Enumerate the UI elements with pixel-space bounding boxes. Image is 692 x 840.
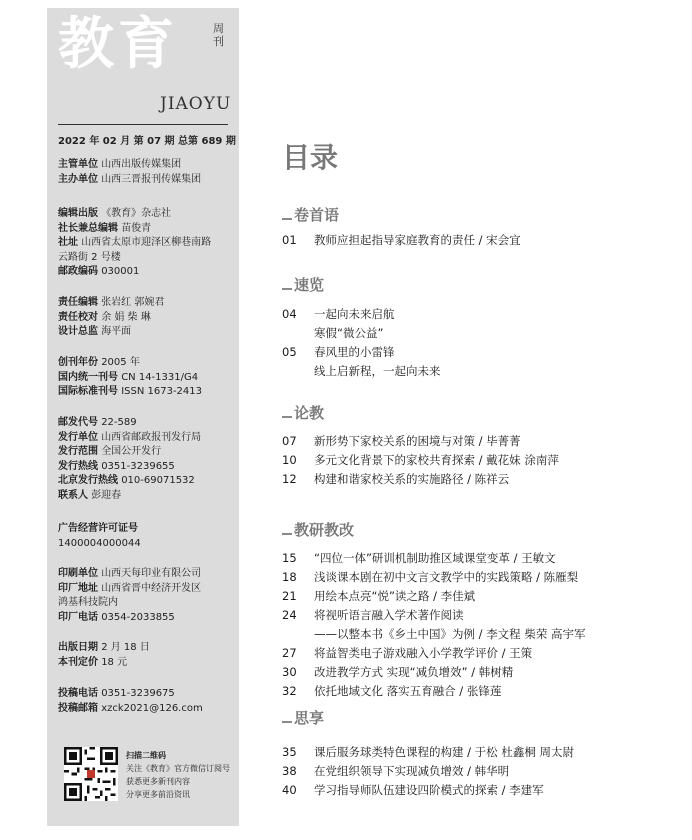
entry-title: 浅谈课本剧在初中文言文教学中的实践策略 / 陈雁梨: [314, 570, 579, 584]
info-row: [58, 656, 234, 671]
info-row: [58, 596, 234, 611]
info-label: 发行单位: [58, 431, 98, 443]
info-row: [58, 537, 234, 552]
entry-title: 新形势下家校关系的困境与对策 / 毕菁菁: [314, 434, 521, 448]
info-value: xzck2021@126.com: [101, 702, 203, 714]
info-label: 北京发行热线: [58, 475, 118, 486]
divider: [58, 124, 228, 125]
info-value: 山西省邮政报刊发行局: [101, 431, 202, 443]
info-value: 彭迎春: [91, 489, 122, 501]
section-name: 教研教改: [294, 521, 355, 539]
entry-page-number: 30: [282, 665, 297, 679]
toc-entry[interactable]: [282, 470, 682, 489]
info-value: 苗俊青: [121, 222, 152, 234]
entry-title: 课后服务球类特色课程的构建 / 于松 杜鑫桐 周太尉: [314, 745, 574, 759]
qr-code-icon: [64, 747, 118, 801]
info-label: 责任校对: [58, 311, 98, 323]
info-block: [58, 158, 234, 187]
info-label: 联系人: [58, 489, 88, 501]
toc-entry[interactable]: [282, 231, 682, 250]
info-label: 社长兼总编辑: [58, 222, 118, 234]
section-name: 卷首语: [294, 206, 340, 224]
info-value: 山西出版传媒集团: [101, 159, 182, 170]
toc-entry[interactable]: [282, 451, 682, 470]
info-row: [58, 641, 234, 656]
info-block: [58, 567, 234, 625]
info-value: 0351-3239675: [101, 688, 175, 699]
toc-entry[interactable]: [282, 587, 682, 606]
info-block: [58, 522, 234, 551]
info-row: [58, 371, 234, 386]
toc-entry-list: [282, 305, 682, 381]
toc-entry[interactable]: [282, 305, 682, 324]
entry-title: 构建和谐家校关系的实施路径 / 陈祥云: [314, 472, 510, 486]
info-row: [58, 445, 234, 460]
info-value: 2 月 18 日: [101, 642, 150, 653]
toc-entry[interactable]: [282, 432, 682, 451]
entry-title: “四位一体”研训机制助推区域课堂变革 / 王敏文: [314, 551, 556, 565]
entry-page-number: 24: [282, 608, 297, 622]
info-value: 全国公开发行: [101, 446, 162, 457]
info-label: 责任编辑: [58, 297, 98, 308]
entry-page-number: 38: [282, 764, 297, 778]
info-row: [58, 687, 234, 702]
toc-entry[interactable]: [282, 362, 682, 381]
qr-caption-line: 关注《教育》官方微信订阅号: [126, 764, 230, 773]
info-label: 印厂地址: [58, 582, 98, 594]
info-value: 余 娟 柴 琳: [101, 311, 151, 323]
info-label: 出版日期: [58, 642, 98, 653]
toc-entry[interactable]: [282, 663, 682, 682]
toc-entry-list: [282, 231, 682, 250]
info-value: 山西省太原市迎泽区柳巷南路: [81, 237, 212, 248]
info-row: [58, 158, 234, 173]
info-row: [58, 582, 234, 597]
entry-page-number: 01: [282, 233, 297, 247]
info-label: 发行范围: [58, 446, 98, 457]
section-marker: [282, 533, 292, 535]
info-row: [58, 460, 234, 475]
toc-entry[interactable]: [282, 606, 682, 625]
info-row: [58, 702, 234, 717]
info-label: 国际标准刊号: [58, 386, 118, 397]
info-label: 国内统一刊号: [58, 371, 118, 383]
entry-page-number: 35: [282, 745, 297, 759]
info-row: [58, 611, 234, 626]
info-label: 本刊定价: [58, 656, 98, 668]
section-name: 论教: [294, 404, 325, 422]
entry-title: 学习指导师队伍建设四阶模式的探索 / 李建军: [314, 783, 544, 797]
entry-title: 用绘本点亮“悦”读之路 / 李佳斌: [314, 589, 476, 603]
info-label: 主管单位: [58, 159, 98, 170]
info-label: 创刊年份: [58, 357, 98, 368]
toc-entry[interactable]: [282, 549, 682, 568]
entry-title: 寒假“微公益”: [314, 326, 384, 340]
info-row: [58, 522, 234, 537]
entry-title: 春风里的小雷锋: [314, 345, 395, 359]
info-value: 山西省晋中经济开发区: [101, 582, 202, 594]
toc-entry[interactable]: [282, 324, 682, 343]
info-row: [58, 207, 234, 222]
info-block: [58, 356, 234, 400]
info-value: 山西三晋报刊传媒集团: [101, 173, 202, 185]
toc-entry-list: [282, 743, 682, 800]
entry-page-number: 05: [282, 345, 297, 359]
toc-entry[interactable]: [282, 762, 682, 781]
info-row: [58, 173, 234, 188]
info-value: 010-69071532: [121, 475, 195, 486]
section-marker: [282, 288, 292, 290]
entry-title: 线上启新程，一起向未来: [314, 364, 441, 378]
entry-page-number: 10: [282, 453, 297, 467]
entry-title: 一起向未来启航: [314, 307, 395, 321]
info-row: [58, 222, 234, 237]
info-block: [58, 207, 234, 280]
toc-entry[interactable]: [282, 781, 682, 800]
toc-entry[interactable]: [282, 743, 682, 762]
qr-caption-line: 获悉更多新刊内容: [126, 777, 190, 786]
entry-title: 多元文化背景下的家校共育探索 / 戴花妹 涂南萍: [314, 453, 559, 467]
info-row: [58, 236, 234, 251]
info-value: 张岩红 郭婉君: [101, 297, 165, 308]
section-marker: [282, 218, 292, 220]
toc-entry[interactable]: [282, 343, 682, 362]
info-row: [58, 265, 234, 280]
info-row: [58, 296, 234, 311]
entry-page-number: 32: [282, 684, 297, 698]
toc-title: 目录: [282, 141, 339, 174]
info-row: [58, 325, 234, 340]
info-value: 山西天每印业有限公司: [101, 568, 202, 579]
info-row: [58, 431, 234, 446]
entry-page-number: 40: [282, 783, 297, 797]
entry-page-number: 27: [282, 646, 297, 660]
entry-title: 在党组织领导下实现减负增效 / 韩华明: [314, 764, 510, 778]
entry-page-number: 04: [282, 307, 297, 321]
info-value: 1400004000044: [58, 537, 141, 549]
toc-entry[interactable]: [282, 625, 682, 644]
info-label: 主办单位: [58, 173, 98, 185]
magazine-pinyin: JIAOYU: [160, 94, 232, 114]
entry-title: 依托地域文化 落实五育融合 / 张锋莲: [314, 684, 502, 698]
entry-title: 教师应担起指导家庭教育的责任 / 宋会宜: [314, 233, 521, 247]
entry-page-number: 18: [282, 570, 297, 584]
info-value: 0354-2033855: [101, 611, 175, 623]
magazine-title: 教育: [58, 11, 178, 77]
info-row: [58, 385, 234, 400]
qr-caption-line: 扫描二维码: [126, 751, 166, 760]
toc-entry-list: [282, 549, 682, 701]
entry-title: 将益智类电子游戏融入小学教学评价 / 王策: [314, 646, 533, 660]
entry-title: ——以整本书《乡土中国》为例 / 李文程 柴荣 高宇军: [314, 627, 586, 641]
info-label: 投稿电话: [58, 688, 98, 699]
toc-entry-list: [282, 432, 682, 489]
section-name: 速览: [294, 276, 325, 294]
info-label: 设计总监: [58, 326, 98, 337]
info-value: 030001: [101, 266, 140, 277]
section-name: 思享: [294, 709, 325, 727]
info-value: 18 元: [101, 656, 128, 668]
info-value: ISSN 1673-2413: [121, 386, 202, 397]
section-marker: [282, 721, 292, 723]
section-marker: [282, 416, 292, 418]
qr-caption-line: 分享更多前沿资讯: [126, 790, 190, 799]
info-label: 印刷单位: [58, 568, 98, 579]
info-row: [58, 251, 234, 266]
toc-entry[interactable]: [282, 568, 682, 587]
info-block: [58, 687, 234, 716]
info-value: CN 14-1331/G4: [121, 371, 199, 383]
info-label: 投稿邮箱: [58, 702, 98, 714]
info-value: 鸿基科技院内: [58, 597, 118, 608]
info-label: 广告经营许可证号: [58, 523, 138, 534]
info-block: [58, 296, 234, 340]
entry-page-number: 21: [282, 589, 297, 603]
entry-page-number: 12: [282, 472, 297, 486]
info-value: 《教育》杂志社: [101, 208, 172, 219]
info-label: 社址: [58, 237, 78, 248]
issue-number: 2022 年 02 月 第 07 期 总第 689 期: [58, 136, 236, 147]
info-value: 22-589: [101, 417, 137, 428]
info-row: [58, 489, 234, 504]
entry-title: 改进教学方式 实现“减负增效” / 韩树精: [314, 665, 514, 679]
info-label: 编辑出版: [58, 208, 98, 219]
toc-entry[interactable]: [282, 682, 682, 701]
info-label: 邮政编码: [58, 266, 98, 277]
info-value: 2005 年: [101, 357, 140, 368]
info-row: [58, 474, 234, 489]
info-value: 0351-3239655: [101, 460, 175, 472]
info-row: [58, 416, 234, 431]
info-label: 印厂电话: [58, 611, 98, 623]
info-row: [58, 567, 234, 582]
magazine-subtitle: 周刊: [213, 22, 224, 48]
info-block: [58, 416, 234, 503]
info-label: 发行热线: [58, 460, 98, 472]
info-block: [58, 641, 234, 670]
info-value: 云路街 2 号楼: [58, 251, 121, 263]
entry-page-number: 07: [282, 434, 297, 448]
entry-title: 将视听语言融入学术著作阅读: [314, 608, 464, 622]
info-value: 海平面: [101, 326, 132, 337]
qr-caption: [126, 749, 230, 801]
entry-page-number: 15: [282, 551, 297, 565]
toc-entry[interactable]: [282, 644, 682, 663]
info-row: [58, 356, 234, 371]
info-label: 邮发代号: [58, 417, 98, 428]
info-row: [58, 311, 234, 326]
